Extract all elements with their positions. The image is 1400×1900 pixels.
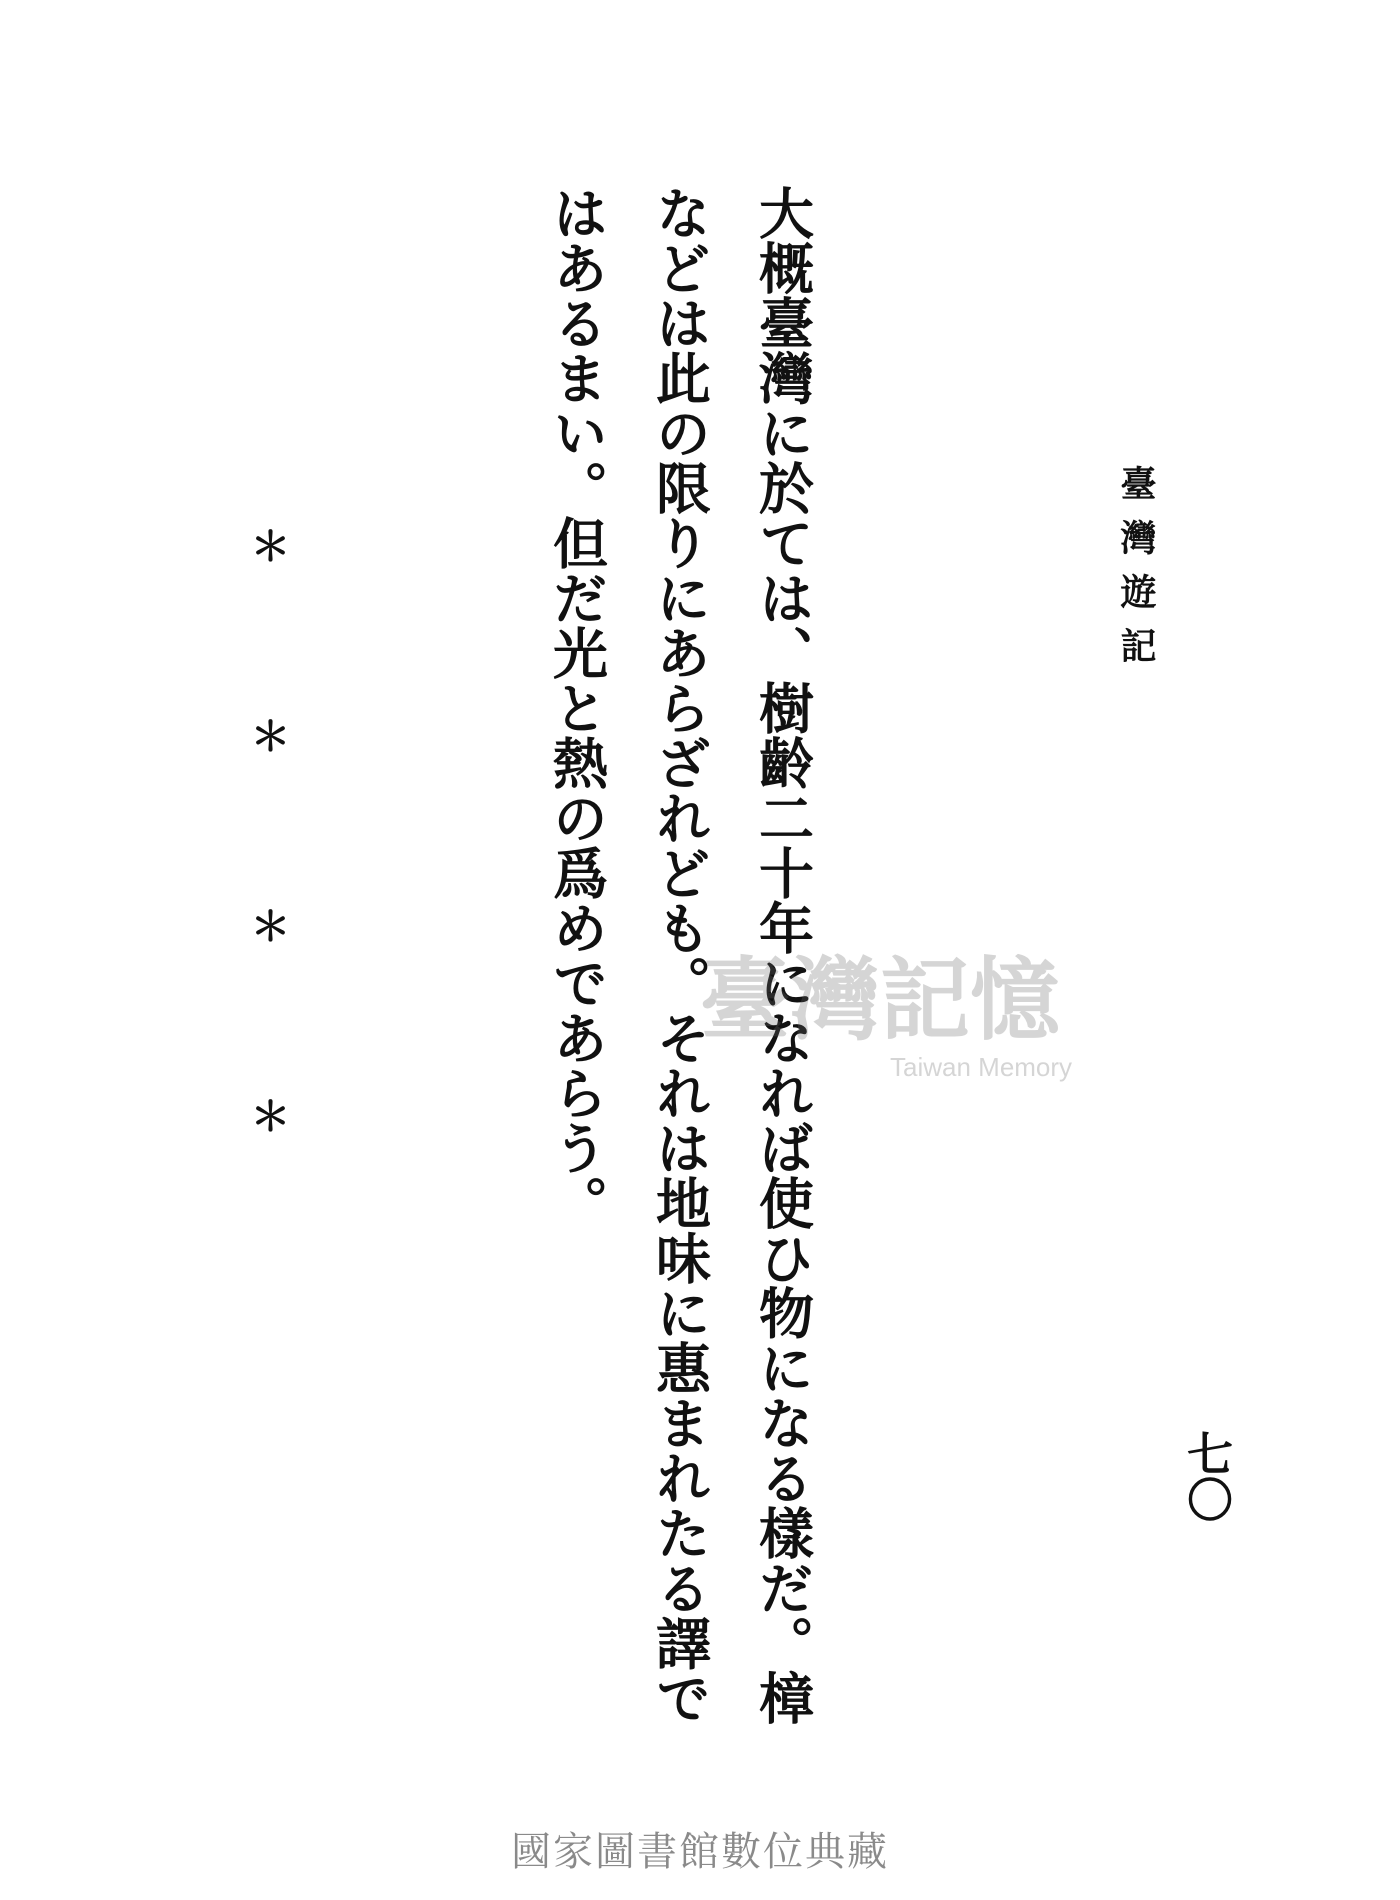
paragraph-1: 大概臺灣に於ては、樹齡二十年になれば使ひ物になる樣だ。樟などは此の限りにあらざれども。それは地味に惠まれたる譯ではあるまい。但だ光と熱の爲めであらう。 <box>544 185 815 1725</box>
body-text <box>180 185 1040 1745</box>
section-separator-1: ＊＊＊＊ <box>244 525 291 1285</box>
footer-credit: 國家圖書館數位典藏 <box>511 1829 889 1875</box>
page-number: 七〇 <box>1180 1430 1234 1522</box>
watermark-text: 臺灣記憶 <box>700 947 1060 1053</box>
watermark-subtext: Taiwan Memory <box>890 1052 1073 1082</box>
running-header-title: 臺灣遊記 <box>1115 465 1157 681</box>
